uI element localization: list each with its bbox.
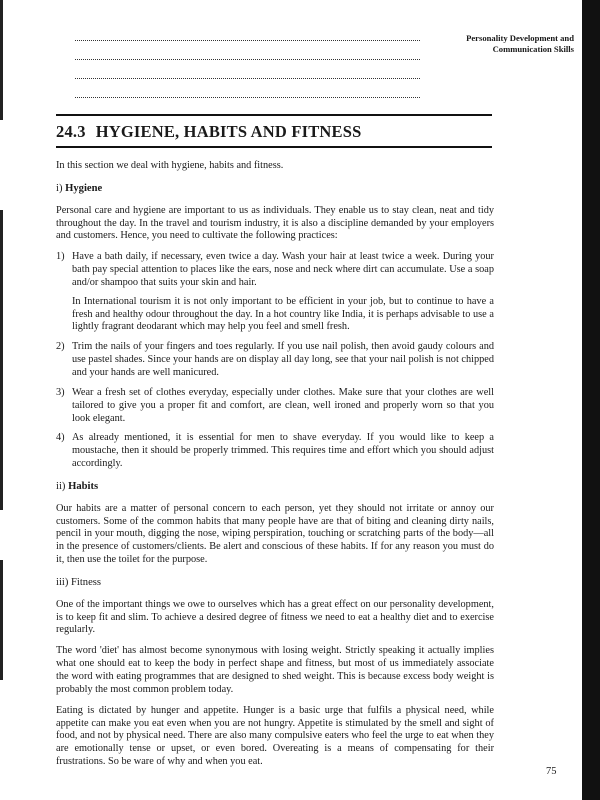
subheading-label: Hygiene [65,182,103,194]
scan-edge-right [582,0,600,800]
subheading-number: iii) [56,576,69,588]
intro-paragraph: In this section we deal with hygiene, habits and fitness. [56,160,284,171]
section-heading: HYGIENE, HABITS AND FITNESS [95,122,362,141]
page-number: 75 [546,766,557,777]
answer-line [75,39,420,41]
subheading-label: Habits [68,480,99,492]
subheading-habits [56,481,494,494]
list-marker: 1) [56,251,65,263]
subheading-number: ii) [56,480,66,492]
running-header [462,33,574,54]
running-header-line-1: Personality Development and [466,33,574,43]
subheading-hygiene [56,183,494,196]
fitness-paragraph-2: The word 'diet' has almost become synonymous with losing weight. Strictly speaking it actually implies what one should eat to keep the body in perfect shape and fitness, but most of us immediately associate the word with eating programmes that are designed to shed weight. This is because excess body weight is probably the most common problem today. [56,645,494,695]
list-item [56,251,494,334]
section-number: 24.3 [56,122,86,141]
hygiene-paragraph: Personal care and hygiene are important to us as individuals. They enable us to stay clean, neat and tidy throughout the day. In the travel and tourism industry, it is also a discipline demanded by your employers and customers. Hence, you need to cultivate the following practices: [56,204,494,242]
section-title [56,122,362,142]
body-text [56,160,494,777]
list-item-text: Trim the nails of your fingers and toes regularly. If you use nail polish, then avoid gaudy colours and use pastel shades. Since your hands are on display all day long, see that your nail polish is not chipped and your hands are well manicured. [72,341,494,378]
answer-line [75,96,420,98]
section-rule-top [56,114,492,116]
habits-paragraph: Our habits are a matter of personal concern to each person, yet they should not irritate or annoy our customers. Some of the common habits that many people have are that of biting and cleaning dirty nails, pencil in your mouth, digging the nose, wiping perspiration, touching or scratching parts of the body—all in the presence of customers/clients. Be alert and conscious of these habits. If for any reason you must do it, then use the toilet for the purpose. [56,502,494,566]
list-item-text: As already mentioned, it is essential for men to shave everyday. If you would like to keep a moustache, then it should be properly trimmed. This requires time and effort which you should adjust accordingly. [72,432,494,470]
list-item-text: In International tourism it is not only important to be efficient in your job, but to continue to have a fresh and healthy odour throughout the day. In a hot country like India, it is perhaps advisable to use a lightly fragrant deodarant which may help you feel and smell fresh. [72,295,494,333]
answer-line [75,58,420,60]
fitness-paragraph-1: One of the important things we owe to ourselves which has a great effect on our personality development, is to keep fit and slim. To achieve a desired degree of fitness we need to eat a healthy diet and to exercise regularly. [56,598,494,636]
list-item-text: Wear a fresh set of clothes everyday, especially under clothes. Make sure that your clothes are well tailored to give you a proper fit and comfort, are clean, well ironed and properly worn so that you look elegant. [72,386,494,424]
subheading-fitness [56,577,494,590]
running-header-line-2: Communication Skills [492,43,574,54]
subheading-number: i) [56,182,63,194]
section-rule-bottom [56,146,492,148]
list-item [56,341,494,380]
answer-line [75,77,420,79]
scan-edge-left [0,0,4,800]
list-marker: 2) [56,341,65,353]
subheading-label: Fitness [71,576,102,588]
list-marker: 3) [56,386,65,398]
list-item-text: Have a bath daily, if necessary, even twice a day. Wash your hair at least twice a week. During your bath pay special attention to places like the ears, nose and neck where dirt can accumulate. Use a soap and/or shampoo that suits your skin and hair. [72,251,494,288]
hygiene-list [56,251,494,471]
list-marker: 4) [56,432,65,444]
list-item [56,387,494,426]
fitness-paragraph-3: Eating is dictated by hunger and appetite. Hunger is a basic urge that fulfils a physical need, while appetite can make you eat even when you are not hungry. Appetite is stimulated by the smell and sight of food, and not by physical need. There are also many compulsive eaters who feel the urge to eat when they are emotionally tense or upset, or even bored. Overeating is a means of compensating for their frustrations. So be ware of why and when you eat. [56,704,494,768]
list-item [56,432,494,471]
